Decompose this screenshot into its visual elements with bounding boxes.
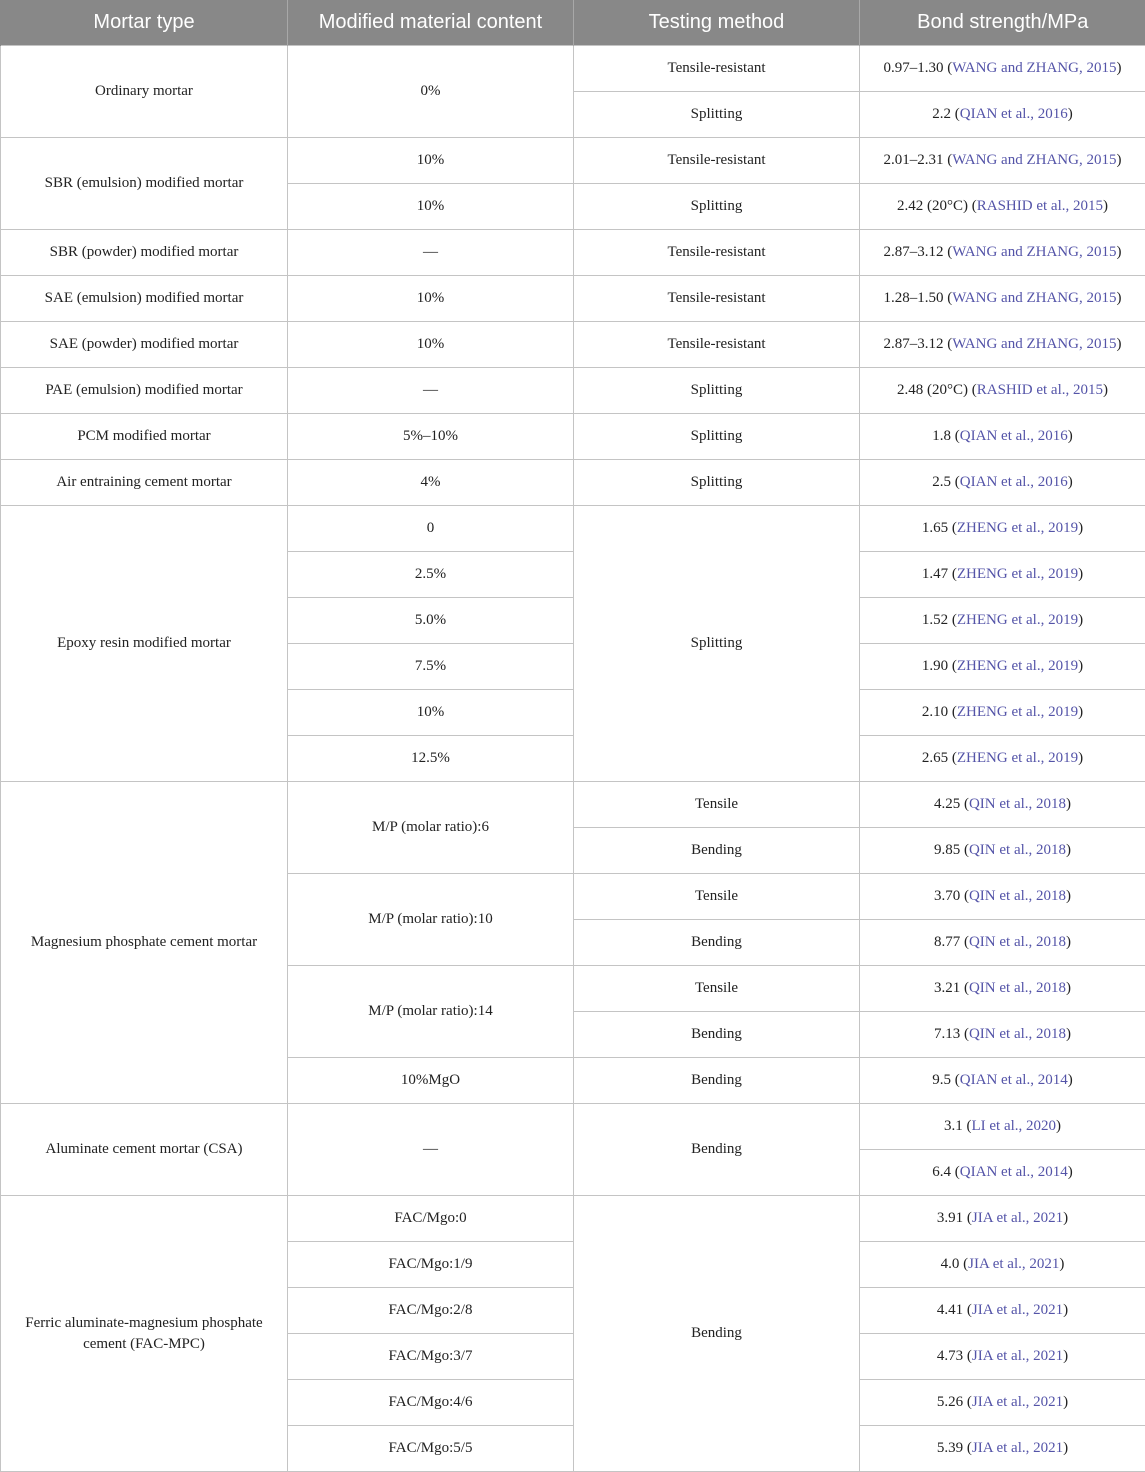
paren-close: ) (1116, 290, 1121, 306)
bond-strength-value: 8.77 (934, 934, 960, 950)
paren-close: ) (1063, 1440, 1068, 1456)
bond-strength-value: 2.01–2.31 (884, 152, 944, 168)
paren-open: ( (960, 1026, 969, 1042)
paren-open: ( (963, 1118, 972, 1134)
bond-strength-value: 2.87–3.12 (884, 336, 944, 352)
cell-modified-content: FAC/Mgo:5/5 (288, 1426, 574, 1472)
cell-modified-content: FAC/Mgo:4/6 (288, 1380, 574, 1426)
cell-modified-content: FAC/Mgo:3/7 (288, 1334, 574, 1380)
citation-link[interactable]: ZHENG et al., 2019 (957, 704, 1078, 720)
cell-mortar-type: Ferric aluminate-magnesium phosphate cement (FAC-MPC) (1, 1196, 288, 1472)
cell-modified-content: 10% (288, 184, 574, 230)
cell-modified-content: 10%MgO (288, 1058, 574, 1104)
header-mortar-type: Mortar type (1, 0, 288, 46)
cell-testing-method: Bending (574, 1104, 860, 1196)
table-row (1, 782, 1145, 828)
paren-close: ) (1063, 1210, 1068, 1226)
cell-bond-strength (860, 92, 1145, 138)
bond-strength-value: 4.0 (941, 1256, 960, 1272)
cell-modified-content: M/P (molar ratio):14 (288, 966, 574, 1058)
cell-modified-content: M/P (molar ratio):10 (288, 874, 574, 966)
table-row (1, 1196, 1145, 1242)
table-row (1, 460, 1145, 506)
citation-link[interactable]: RASHID et al., 2015 (977, 382, 1103, 398)
citation-link[interactable]: QIN et al., 2018 (969, 934, 1066, 950)
cell-bond-strength (860, 1150, 1145, 1196)
cell-testing-method: Tensile-resistant (574, 322, 860, 368)
citation-link[interactable]: QIN et al., 2018 (969, 842, 1066, 858)
cell-modified-content: FAC/Mgo:2/8 (288, 1288, 574, 1334)
paren-close: ) (1066, 842, 1071, 858)
cell-bond-strength (860, 874, 1145, 920)
paren-close: ) (1078, 612, 1083, 628)
cell-bond-strength (860, 506, 1145, 552)
cell-bond-strength (860, 230, 1145, 276)
paren-close: ) (1116, 244, 1121, 260)
cell-testing-method: Splitting (574, 414, 860, 460)
cell-mortar-type: SBR (powder) modified mortar (1, 230, 288, 276)
paren-open: ( (944, 152, 953, 168)
cell-testing-method: Splitting (574, 92, 860, 138)
citation-link[interactable]: QIAN et al., 2016 (960, 474, 1068, 490)
cell-modified-content: — (288, 368, 574, 414)
bond-strength-value: 9.85 (934, 842, 960, 858)
paren-close: ) (1056, 1118, 1061, 1134)
citation-link[interactable]: QIAN et al., 2016 (960, 428, 1068, 444)
cell-bond-strength (860, 1058, 1145, 1104)
bond-strength-value: 1.65 (922, 520, 948, 536)
bond-strength-value: 3.1 (944, 1118, 963, 1134)
cell-bond-strength (860, 368, 1145, 414)
cell-mortar-type: SAE (powder) modified mortar (1, 322, 288, 368)
paren-open: ( (960, 980, 969, 996)
cell-testing-method: Tensile (574, 966, 860, 1012)
cell-bond-strength (860, 598, 1145, 644)
cell-modified-content: 4% (288, 460, 574, 506)
cell-testing-method: Splitting (574, 184, 860, 230)
paren-open: ( (960, 796, 969, 812)
paren-close: ) (1078, 704, 1083, 720)
bond-strength-value: 3.21 (934, 980, 960, 996)
citation-link[interactable]: ZHENG et al., 2019 (957, 658, 1078, 674)
cell-mortar-type: Ordinary mortar (1, 46, 288, 138)
bond-strength-value: 1.90 (922, 658, 948, 674)
cell-testing-method: Splitting (574, 460, 860, 506)
paren-open: ( (944, 336, 953, 352)
cell-modified-content: FAC/Mgo:0 (288, 1196, 574, 1242)
cell-bond-strength (860, 322, 1145, 368)
citation-link[interactable]: WANG and ZHANG, 2015 (952, 60, 1116, 76)
paren-open: ( (968, 382, 977, 398)
citation-link[interactable]: JIA et al., 2021 (968, 1256, 1059, 1272)
cell-testing-method: Bending (574, 1058, 860, 1104)
table-body (1, 46, 1145, 1472)
bond-strength-value: 7.13 (934, 1026, 960, 1042)
paren-close: ) (1116, 152, 1121, 168)
paren-open: ( (951, 1072, 960, 1088)
citation-link[interactable]: QIAN et al., 2016 (960, 106, 1068, 122)
cell-modified-content: 7.5% (288, 644, 574, 690)
citation-link[interactable]: JIA et al., 2021 (972, 1394, 1063, 1410)
cell-mortar-type: PAE (emulsion) modified mortar (1, 368, 288, 414)
table-row (1, 230, 1145, 276)
citation-link[interactable]: ZHENG et al., 2019 (957, 750, 1078, 766)
paren-close: ) (1066, 934, 1071, 950)
bond-strength-value: 2.5 (932, 474, 951, 490)
cell-bond-strength (860, 1380, 1145, 1426)
cell-testing-method: Bending (574, 1012, 860, 1058)
bond-strength-value: 2.10 (922, 704, 948, 720)
paren-open: ( (948, 704, 957, 720)
cell-bond-strength (860, 736, 1145, 782)
cell-testing-method: Tensile (574, 874, 860, 920)
paren-open: ( (944, 60, 953, 76)
citation-link[interactable]: QIAN et al., 2014 (960, 1164, 1068, 1180)
table-row (1, 276, 1145, 322)
paren-close: ) (1066, 796, 1071, 812)
cell-modified-content: 12.5% (288, 736, 574, 782)
cell-mortar-type: Magnesium phosphate cement mortar (1, 782, 288, 1104)
cell-bond-strength (860, 644, 1145, 690)
bond-strength-value: 6.4 (932, 1164, 951, 1180)
bond-strength-value: 4.25 (934, 796, 960, 812)
bond-strength-value: 1.47 (922, 566, 948, 582)
table-row (1, 368, 1145, 414)
paren-open: ( (948, 750, 957, 766)
citation-link[interactable]: WANG and ZHANG, 2015 (952, 244, 1116, 260)
bond-strength-value: 5.39 (937, 1440, 963, 1456)
paren-close: ) (1063, 1348, 1068, 1364)
citation-link[interactable]: JIA et al., 2021 (972, 1302, 1063, 1318)
header-bond-strength: Bond strength/MPa (860, 0, 1145, 46)
table-row (1, 46, 1145, 92)
paren-open: ( (951, 428, 960, 444)
citation-link[interactable]: ZHENG et al., 2019 (957, 612, 1078, 628)
cell-bond-strength (860, 1426, 1145, 1472)
paren-close: ) (1068, 474, 1073, 490)
bond-strength-value: 4.41 (937, 1302, 963, 1318)
citation-link[interactable]: QIN et al., 2018 (969, 980, 1066, 996)
cell-testing-method: Tensile (574, 782, 860, 828)
cell-bond-strength (860, 782, 1145, 828)
cell-modified-content: — (288, 230, 574, 276)
cell-modified-content: — (288, 1104, 574, 1196)
cell-mortar-type: Air entraining cement mortar (1, 460, 288, 506)
cell-bond-strength (860, 1334, 1145, 1380)
paren-open: ( (959, 1256, 968, 1272)
cell-bond-strength (860, 276, 1145, 322)
header-modified-material-content: Modified material content (288, 0, 574, 46)
citation-link[interactable]: RASHID et al., 2015 (977, 198, 1103, 214)
cell-bond-strength (860, 1012, 1145, 1058)
cell-mortar-type: SBR (emulsion) modified mortar (1, 138, 288, 230)
table-row (1, 138, 1145, 184)
paren-close: ) (1066, 1026, 1071, 1042)
cell-bond-strength (860, 1196, 1145, 1242)
cell-mortar-type: SAE (emulsion) modified mortar (1, 276, 288, 322)
paren-open: ( (963, 1440, 972, 1456)
paren-close: ) (1068, 106, 1073, 122)
paren-close: ) (1116, 60, 1121, 76)
paren-open: ( (948, 566, 957, 582)
paren-close: ) (1078, 520, 1083, 536)
cell-bond-strength (860, 1104, 1145, 1150)
bond-strength-value: 1.52 (922, 612, 948, 628)
bond-strength-value: 2.87–3.12 (884, 244, 944, 260)
cell-bond-strength (860, 552, 1145, 598)
bond-strength-value: 9.5 (932, 1072, 951, 1088)
paren-open: ( (951, 1164, 960, 1180)
cell-modified-content: 10% (288, 322, 574, 368)
table-row (1, 322, 1145, 368)
citation-link[interactable]: JIA et al., 2021 (972, 1348, 1063, 1364)
cell-bond-strength (860, 460, 1145, 506)
paren-close: ) (1078, 566, 1083, 582)
cell-testing-method: Tensile-resistant (574, 276, 860, 322)
cell-bond-strength (860, 828, 1145, 874)
bond-strength-value: 4.73 (937, 1348, 963, 1364)
paren-close: ) (1068, 1164, 1073, 1180)
citation-link[interactable]: LI et al., 2020 (971, 1118, 1056, 1134)
bond-strength-value: 3.91 (937, 1210, 963, 1226)
paren-open: ( (968, 198, 977, 214)
paren-open: ( (963, 1394, 972, 1410)
cell-mortar-type: PCM modified mortar (1, 414, 288, 460)
citation-link[interactable]: WANG and ZHANG, 2015 (952, 290, 1116, 306)
citation-link[interactable]: ZHENG et al., 2019 (957, 566, 1078, 582)
paren-open: ( (944, 290, 953, 306)
cell-testing-method: Bending (574, 1196, 860, 1472)
cell-bond-strength (860, 184, 1145, 230)
bond-strength-value: 0.97–1.30 (884, 60, 944, 76)
paren-close: ) (1063, 1394, 1068, 1410)
paren-close: ) (1103, 198, 1108, 214)
paren-open: ( (960, 888, 969, 904)
paren-open: ( (944, 244, 953, 260)
citation-link[interactable]: WANG and ZHANG, 2015 (952, 152, 1116, 168)
paren-open: ( (951, 106, 960, 122)
cell-testing-method: Tensile-resistant (574, 138, 860, 184)
paren-close: ) (1116, 336, 1121, 352)
bond-strength-value: 5.26 (937, 1394, 963, 1410)
paren-close: ) (1078, 658, 1083, 674)
paren-close: ) (1068, 1072, 1073, 1088)
cell-mortar-type: Aluminate cement mortar (CSA) (1, 1104, 288, 1196)
table-row (1, 1104, 1145, 1150)
header-row (1, 0, 1145, 46)
cell-modified-content: 2.5% (288, 552, 574, 598)
citation-link[interactable]: QIN et al., 2018 (969, 796, 1066, 812)
citation-link[interactable]: JIA et al., 2021 (972, 1210, 1063, 1226)
cell-testing-method: Bending (574, 828, 860, 874)
paren-open: ( (948, 612, 957, 628)
cell-testing-method: Splitting (574, 368, 860, 414)
cell-bond-strength (860, 46, 1145, 92)
paren-close: ) (1059, 1256, 1064, 1272)
citation-link[interactable]: WANG and ZHANG, 2015 (952, 336, 1116, 352)
paren-open: ( (960, 934, 969, 950)
citation-link[interactable]: QIAN et al., 2014 (960, 1072, 1068, 1088)
bond-strength-value: 2.42 (20°C) (897, 198, 968, 214)
citation-link[interactable]: JIA et al., 2021 (972, 1440, 1063, 1456)
cell-bond-strength (860, 966, 1145, 1012)
cell-testing-method: Splitting (574, 506, 860, 782)
cell-modified-content: 10% (288, 690, 574, 736)
paren-close: ) (1066, 888, 1071, 904)
paren-close: ) (1063, 1302, 1068, 1318)
paren-open: ( (948, 658, 957, 674)
cell-bond-strength (860, 920, 1145, 966)
cell-bond-strength (860, 1242, 1145, 1288)
bond-strength-value: 2.48 (20°C) (897, 382, 968, 398)
paren-close: ) (1078, 750, 1083, 766)
bond-strength-value: 2.2 (932, 106, 951, 122)
cell-modified-content: M/P (molar ratio):6 (288, 782, 574, 874)
header-testing-method: Testing method (574, 0, 860, 46)
table-row (1, 414, 1145, 460)
cell-bond-strength (860, 690, 1145, 736)
cell-modified-content: 5%–10% (288, 414, 574, 460)
paren-close: ) (1066, 980, 1071, 996)
citation-link[interactable]: QIN et al., 2018 (969, 888, 1066, 904)
paren-open: ( (948, 520, 957, 536)
citation-link[interactable]: QIN et al., 2018 (969, 1026, 1066, 1042)
bond-strength-value: 1.28–1.50 (884, 290, 944, 306)
bond-strength-value: 3.70 (934, 888, 960, 904)
cell-testing-method: Tensile-resistant (574, 46, 860, 92)
paren-open: ( (963, 1210, 972, 1226)
cell-modified-content: 5.0% (288, 598, 574, 644)
paren-open: ( (963, 1348, 972, 1364)
table-row (1, 506, 1145, 552)
cell-modified-content: 10% (288, 276, 574, 322)
paren-open: ( (963, 1302, 972, 1318)
paren-close: ) (1103, 382, 1108, 398)
cell-testing-method: Bending (574, 920, 860, 966)
cell-mortar-type: Epoxy resin modified mortar (1, 506, 288, 782)
bond-strength-value: 1.8 (932, 428, 951, 444)
bond-strength-value: 2.65 (922, 750, 948, 766)
paren-open: ( (951, 474, 960, 490)
cell-modified-content: 0% (288, 46, 574, 138)
cell-testing-method: Tensile-resistant (574, 230, 860, 276)
citation-link[interactable]: ZHENG et al., 2019 (957, 520, 1078, 536)
cell-modified-content: FAC/Mgo:1/9 (288, 1242, 574, 1288)
cell-bond-strength (860, 1288, 1145, 1334)
cell-bond-strength (860, 414, 1145, 460)
cell-modified-content: 0 (288, 506, 574, 552)
cell-bond-strength (860, 138, 1145, 184)
paren-open: ( (960, 842, 969, 858)
cell-modified-content: 10% (288, 138, 574, 184)
paren-close: ) (1068, 428, 1073, 444)
